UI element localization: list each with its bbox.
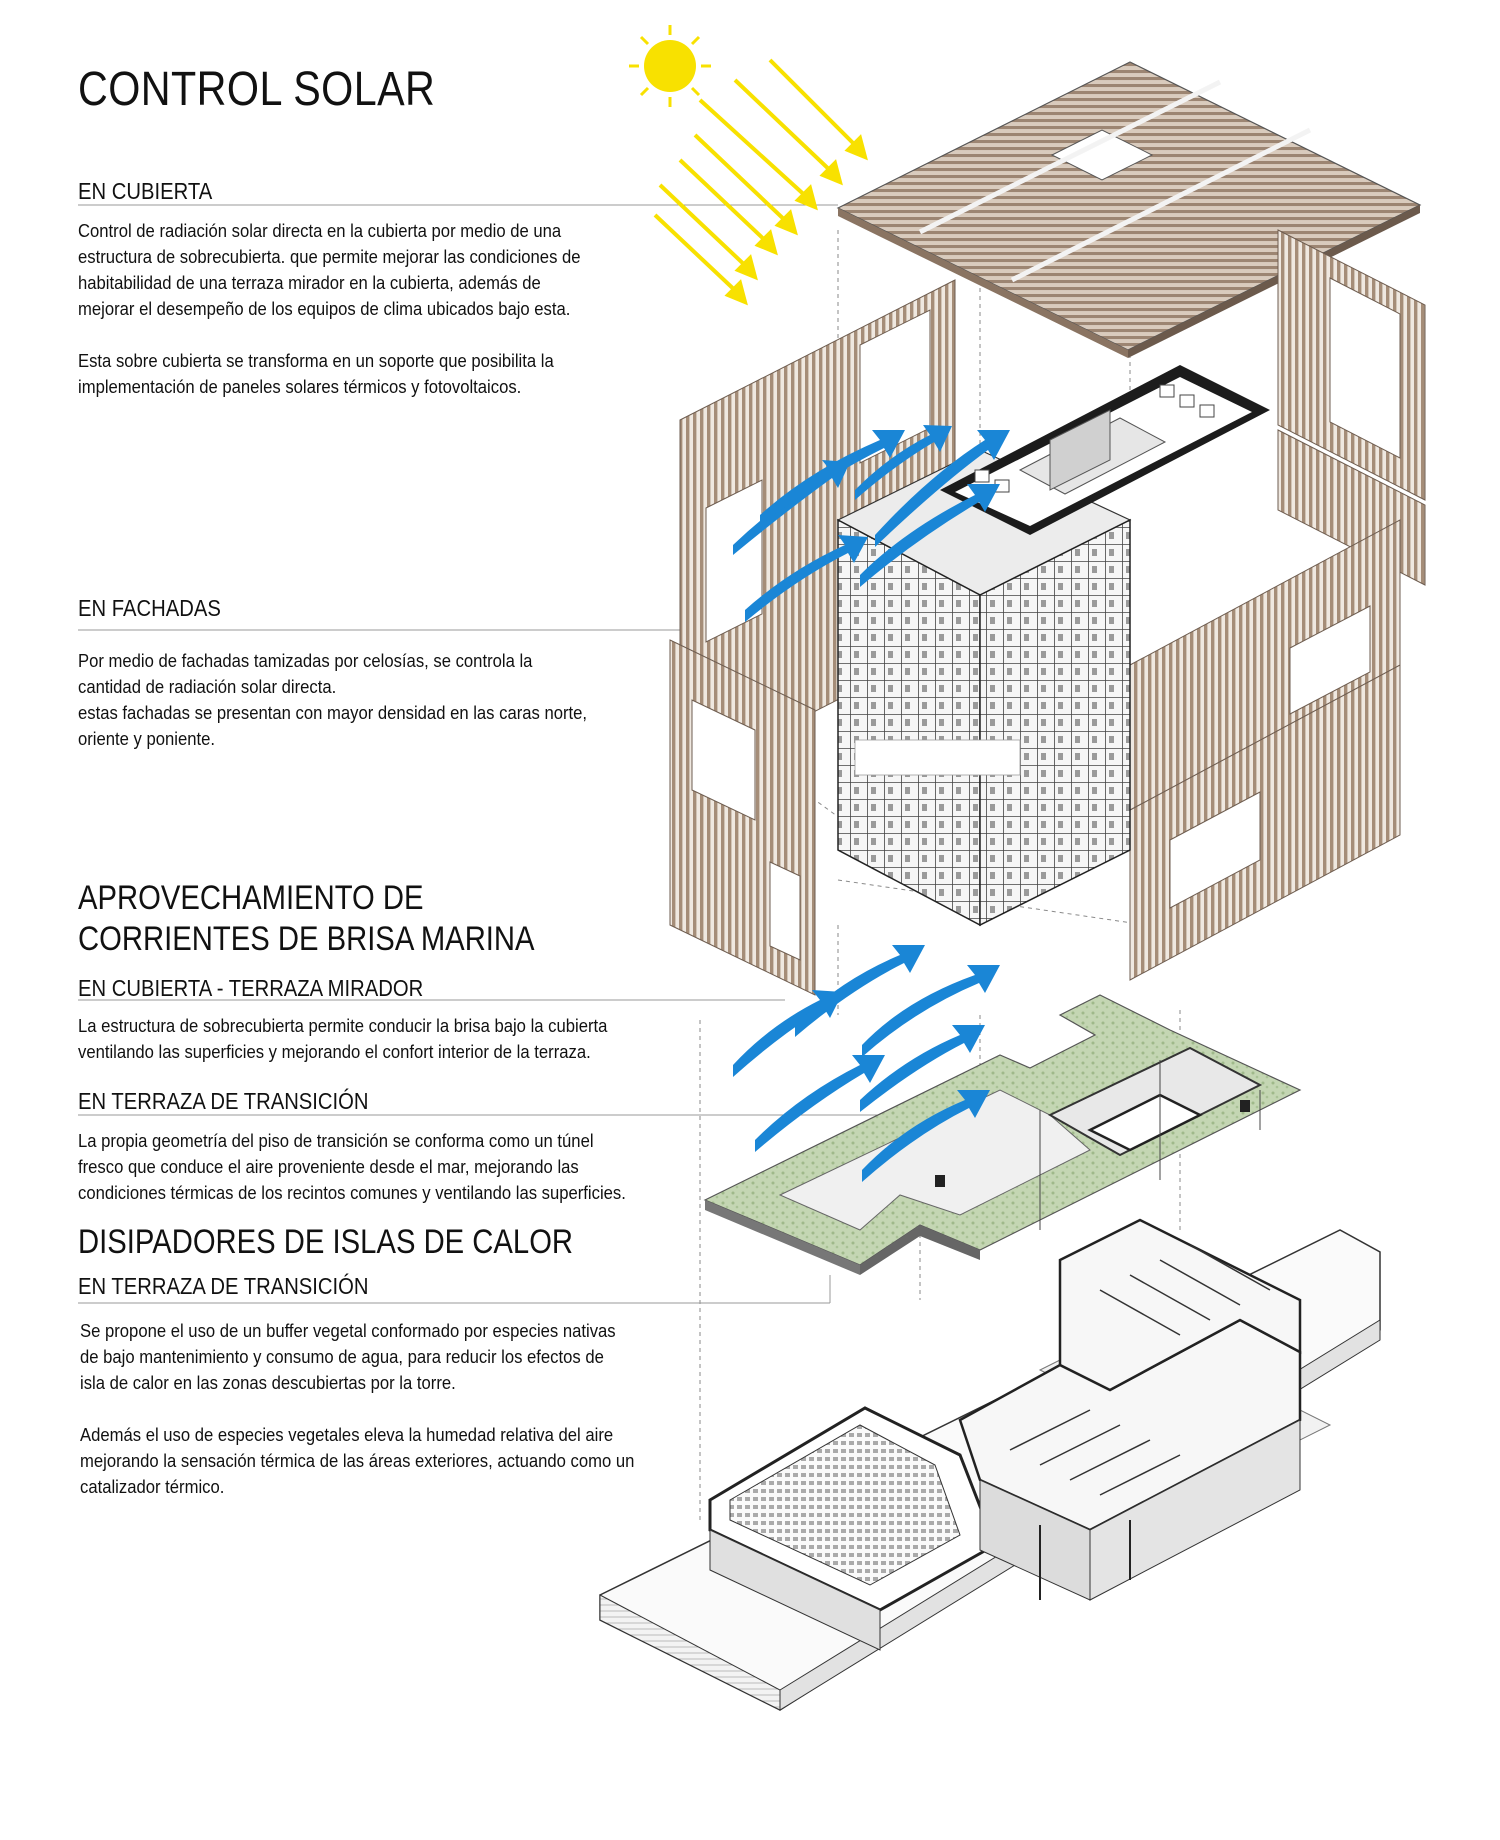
transition-terrace <box>705 995 1300 1275</box>
section-heading-fachadas: EN FACHADAS <box>78 595 221 621</box>
section-heading-mirador: EN CUBIERTA - TERRAZA MIRADOR <box>78 975 424 1001</box>
sun-ray-arrows <box>655 60 865 302</box>
section-body-transicion-2: Se propone el uso de un buffer vegetal conformado por especies nativas de bajo mantenimiento y consumo de agua, para reducir los efectos de isla de calor en las zonas descubiertas por la torre. Además el uso de especies vegetales eleva la humedad relativa del aire mejorando la sensación térmica de las áreas exteriores, actuando como un catalizador térmico. <box>80 1320 635 1497</box>
page-title: CONTROL SOLAR <box>78 63 436 116</box>
section-heading-transicion-2: EN TERRAZA DE TRANSICIÓN <box>78 1273 369 1299</box>
section-heading-brisa: APROVECHAMIENTO DE CORRIENTES DE BRISA MARINA <box>78 879 535 958</box>
section-body-mirador: La estructura de sobrecubierta permite conducir la brisa bajo la cubierta ventilando las superficies y mejorando el confort interior de la terraza. <box>78 1015 608 1062</box>
facade-screen-right-upper <box>1278 230 1425 585</box>
section-heading-transicion: EN TERRAZA DE TRANSICIÓN <box>78 1088 369 1114</box>
section-body-fachadas: Por medio de fachadas tamizadas por celosías, se controla la cantidad de radiación solar directa. estas fachadas se presentan con mayor densidad en las caras norte, oriente y poniente. <box>78 650 588 749</box>
ground-floor-complex <box>600 1220 1380 1710</box>
sun-icon <box>629 25 711 107</box>
section-body-cubierta: Control de radiación solar directa en la cubierta por medio de una estructura de sobrecubierta. que permite mejorar las condiciones de habitabilidad de una terraza mirador en la cubierta, además de mejorar el desempeño de los equipos de clima ubicados bajo esta. Esta sobre cubierta se transforma en un soporte que posibilita la implementación de paneles solares térmicos y fotovoltaicos. <box>78 220 581 397</box>
section-heading-islas: DISIPADORES DE ISLAS DE CALOR <box>78 1223 574 1261</box>
section-heading-cubierta: EN CUBIERTA <box>78 178 213 204</box>
facade-screen-right-lower <box>1130 520 1400 980</box>
section-body-transicion: La propia geometría del piso de transición se conforma como un túnel fresco que conduce el aire proveniente desde el mar, mejorando las condiciones térmicas de los recintos comunes y ventilando las superficies. <box>78 1130 626 1203</box>
